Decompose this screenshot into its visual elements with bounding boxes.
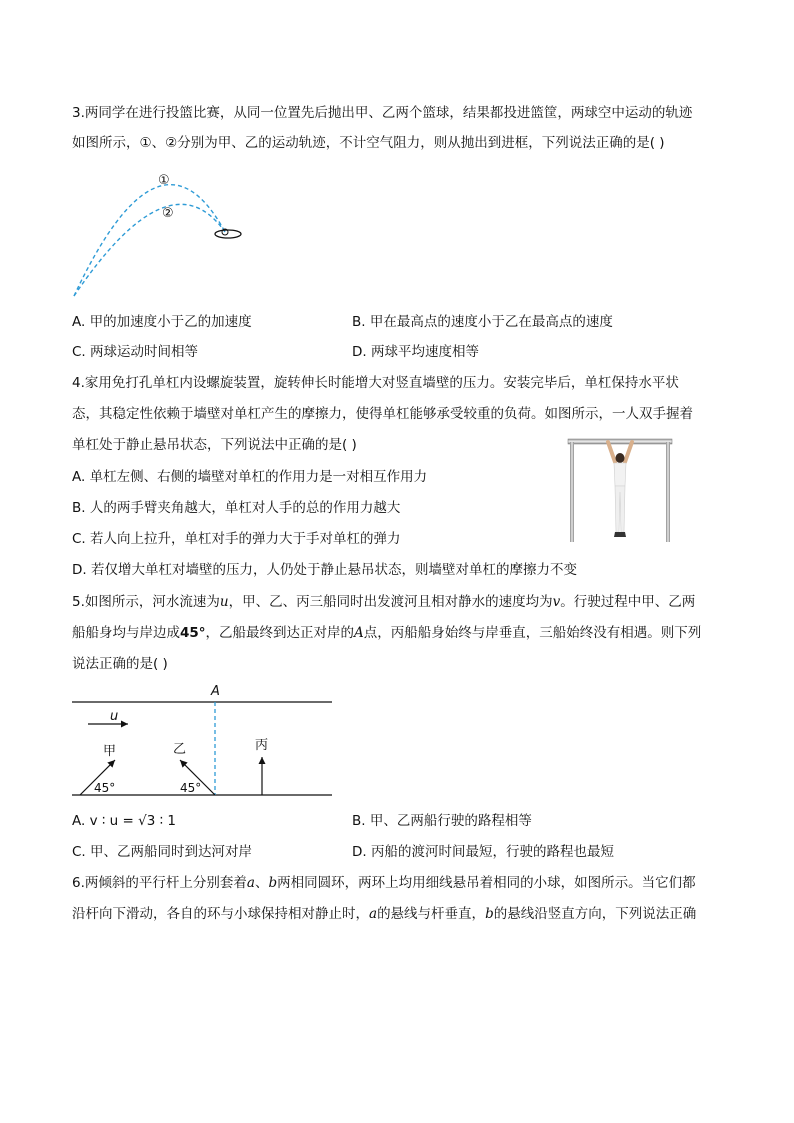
q5-option-b: B. 甲、乙两船行驶的路程相等 [352,813,532,829]
q5-stem-text-1: 5.如图所示，河水流速为 [72,594,220,610]
angle-2-label: 45° [180,781,202,795]
ring-b-symbol-2: b [485,906,494,922]
q6-stem-line2 [72,906,696,922]
q4-stem-line1: 4.家用免打孔单杠内设螺旋装置，旋转伸长时能增大对竖直墙壁的压力。安装完毕后，单杠保持水平状 [72,375,679,391]
q3-option-d: D. 两球平均速度相等 [352,344,479,360]
boat-speed-symbol: v [552,594,561,610]
q3-option-c: C. 两球运动时间相等 [72,344,199,360]
q3-stem-line1: 3.两同学在进行投篮比赛，从同一位置先后抛出甲、乙两个篮球，结果都投进篮筐，两球空中运动的轨迹 [72,105,693,121]
flow-label: u [110,709,119,724]
trajectory-2-label: ② [162,206,174,221]
ring-b-symbol: b [268,875,278,891]
person-torso [614,463,626,486]
q6-stem-text-3: 沿杆向下滑动，各自的环与小球保持相对静止时， [72,906,369,922]
q6-separator: 、 [254,875,269,891]
ring-a-symbol-2: a [369,906,378,922]
q3-option-a: A. 甲的加速度小于乙的加速度 [72,314,252,330]
trajectory-1 [74,185,225,296]
q5-option-d: D. 丙船的渡河时间最短，行驶的路程也最短 [352,844,614,860]
person-feet [614,532,626,537]
q6-stem-text-4: 的悬线与杆垂直， [377,906,486,922]
trajectory-1-label: ① [158,173,170,188]
q5-stem-line2 [72,625,701,641]
person-legs [615,486,625,532]
q6-stem-text-1: 6.两倾斜的平行杆上分别套着 [72,875,247,891]
q5-stem-text-2: ，甲、乙、丙三船同时出发渡河且相对静水的速度均为 [228,594,553,610]
q3-stem-line2: 如图所示，①、②分别为甲、乙的运动轨迹，不计空气阻力，则从抛出到进框，下列说法正确的是( ) [72,135,665,151]
boat-bing-label: 丙 [255,738,269,753]
q4-stem-line2: 态，其稳定性依赖于墙壁对单杠产生的摩擦力，使得单杠能够承受较重的负荷。如图所示，一人双手握着 [72,406,693,422]
q4-option-b: B. 人的两手臂夹角越大，单杠对人手的总的作用力越大 [72,500,401,516]
q6-stem-line1 [72,875,696,891]
point-a-label: A [211,684,220,699]
q5-stem-line1 [72,594,695,610]
q5-stem-text-5: ，乙船最终到达正对岸的 [205,625,355,641]
q5-option-c: C. 甲、乙两船同时到达河对岸 [72,844,253,860]
point-a-symbol: A [354,625,364,641]
q5-stem-text-4: 船船身均与岸边成 [72,625,180,641]
person-head [616,453,625,463]
q4-option-c: C. 若人向上拉升，单杠对手的弹力大于手对单杠的弹力 [72,531,401,547]
river-speed-symbol: u [219,594,229,610]
boat-jia-label: 甲 [103,744,117,759]
angle-value: 45° [180,625,206,641]
q5-river-figure [70,682,335,800]
q5-stem-text-3: 。行驶过程中甲、乙两 [560,594,696,610]
q5-option-a: A. v ∶ u = √3 ∶ 1 [72,813,176,829]
q6-stem-text-5: 的悬线沿竖直方向，下列说法正确 [493,906,697,922]
ring-a-symbol: a [246,875,255,891]
trajectory-2 [74,204,225,296]
q3-option-b: B. 甲在最高点的速度小于乙在最高点的速度 [352,314,613,330]
q5-stem-text-6: 点，丙船船身始终与岸垂直，三船始终没有相遇。则下列 [363,625,702,641]
q4-stem-line3: 单杠处于静止悬吊状态，下列说法中正确的是( ) [72,437,357,453]
right-post [666,442,670,542]
boat-yi-label: 乙 [173,742,187,757]
q3-trajectory-figure [60,160,260,300]
left-post [570,442,574,542]
pullup-bar [568,439,672,444]
angle-1-label: 45° [94,781,116,795]
q5-stem-line3: 说法正确的是( ) [72,656,168,672]
q6-stem-text-2: 两相同圆环，两环上均用细线悬吊着相同的小球，如图所示。当它们都 [277,875,696,891]
q4-option-a: A. 单杠左侧、右侧的墙壁对单杠的作用力是一对相互作用力 [72,469,428,485]
q4-option-d: D. 若仅增大单杠对墙壁的压力，人仍处于静止悬吊状态，则墙壁对单杠的摩擦力不变 [72,562,577,578]
q4-pullup-figure [566,436,676,544]
